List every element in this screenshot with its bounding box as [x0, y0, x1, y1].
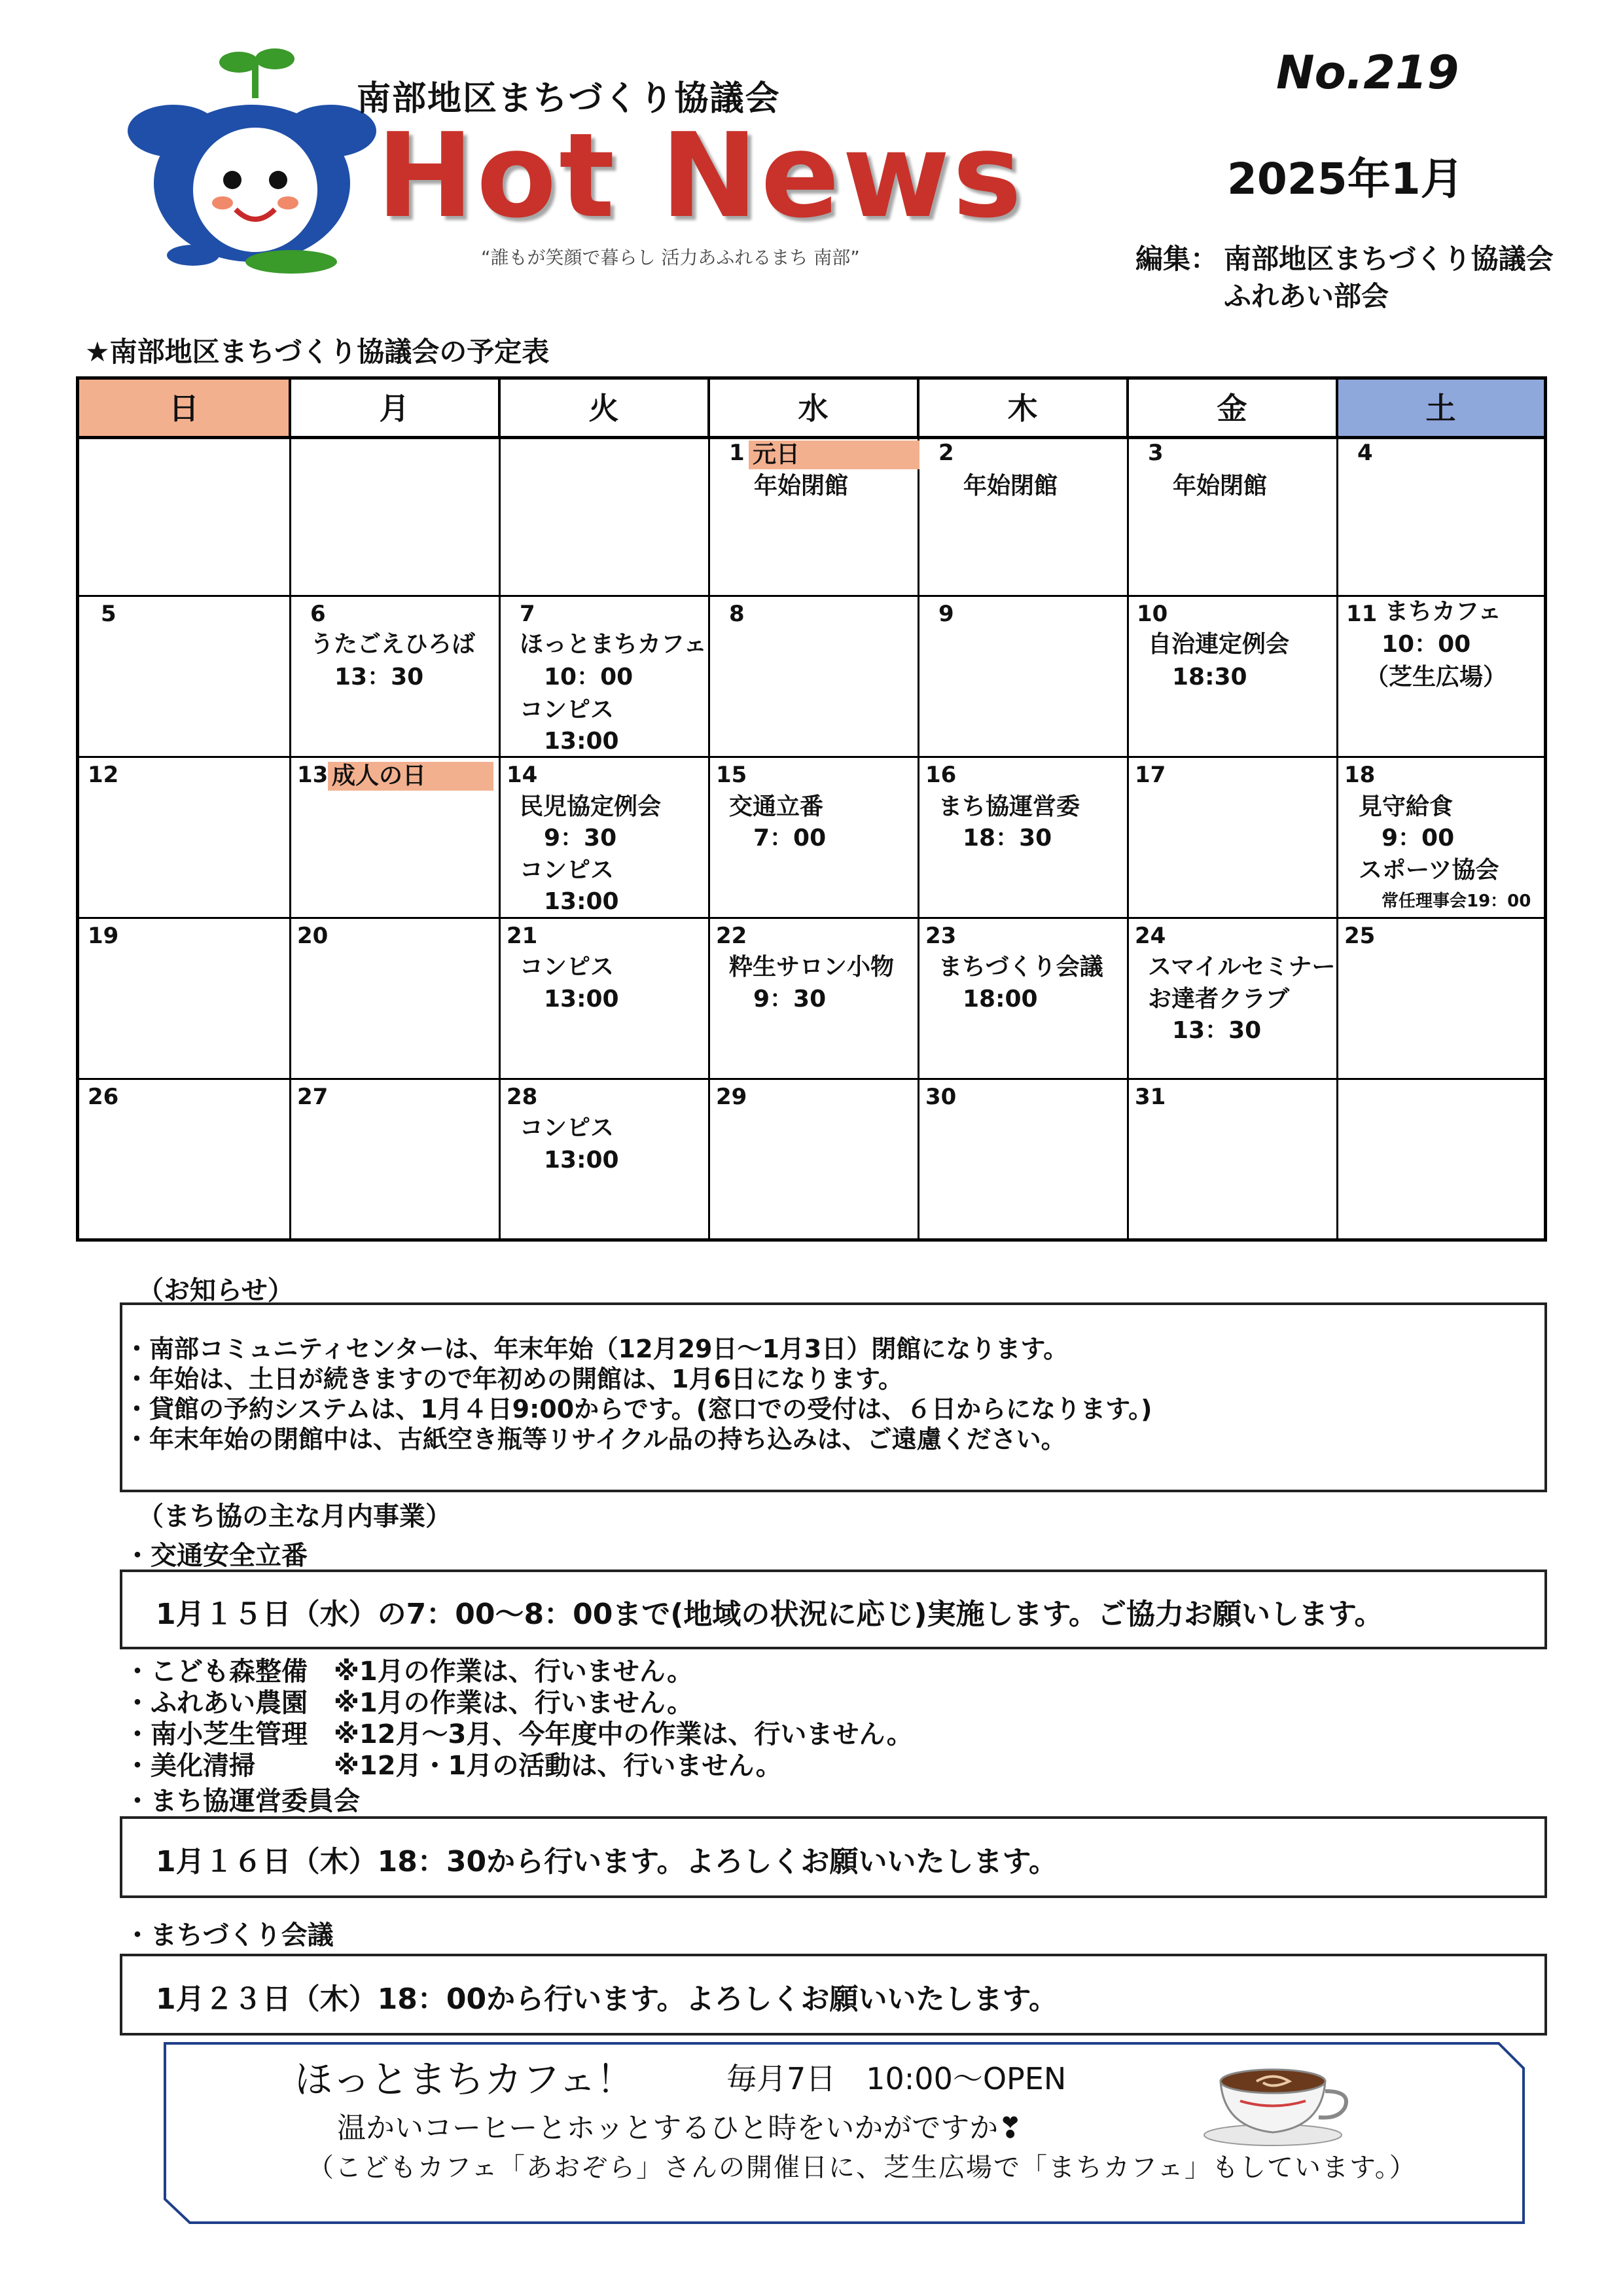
activity-item: ・南小芝生管理 ※12月～3月、今年度中の作業は、行いません。 — [124, 1719, 913, 1749]
event: 9：30 — [753, 986, 827, 1013]
day-number: 23 — [925, 923, 957, 949]
event: うたごえひろば — [310, 631, 476, 658]
event: コンピス — [520, 954, 615, 980]
day-number: 15 — [716, 762, 747, 788]
event: 10：00 — [544, 664, 633, 691]
grid-line — [79, 756, 1544, 758]
editor-label: 編集： — [1135, 243, 1219, 275]
day-number: 19 — [88, 923, 119, 949]
committee-label: ・まち協運営委員会 — [124, 1786, 360, 1816]
monthly-label: （まち協の主な月内事業） — [137, 1501, 452, 1532]
event: 18:00 — [963, 986, 1038, 1013]
grid-line — [1127, 380, 1129, 1238]
event: 見守給食 — [1359, 793, 1454, 820]
cafe-time: 毎月7日 10:00～OPEN — [726, 2061, 1067, 2096]
day-number: 30 — [925, 1084, 957, 1110]
holiday-label: 成人の日 — [328, 762, 493, 791]
event: まちカフェ — [1385, 598, 1502, 625]
event: 18：30 — [963, 825, 1052, 852]
event: 民児協定例会 — [520, 793, 662, 820]
weekday-wed: 水 — [709, 380, 919, 437]
weekday-thu: 木 — [919, 380, 1128, 437]
slogan: “誰もが笑顔で暮らし 活力あふれるまち 南部” — [481, 247, 860, 268]
day-number: 28 — [507, 1084, 538, 1110]
editor-dept: ふれあい部会 — [1224, 280, 1389, 312]
event: 年始閉館 — [754, 473, 849, 499]
event: 常任理事会19：00 — [1382, 891, 1531, 911]
grid-line — [1336, 380, 1338, 1238]
event: コンピス — [520, 696, 615, 723]
calendar — [76, 376, 1547, 1242]
day-number: 2 — [938, 440, 954, 466]
event: スポーツ協会 — [1359, 857, 1499, 884]
notice-item: ・年末年始の閉館中は、古紙空き瓶等リサイクル品の持ち込みは、ご遠慮ください。 — [124, 1425, 1066, 1454]
day-number: 3 — [1148, 440, 1164, 466]
day-number: 22 — [716, 923, 747, 949]
cafe-message: 温かいコーヒーとホッとするひと時をいかがですか❣ — [337, 2111, 1023, 2145]
day-number: 1 — [729, 440, 745, 466]
event: まちづくり会議 — [938, 954, 1103, 980]
notice-item: ・貸館の予約システムは、1月４日9:00からです。(窓口での受付は、６日からになります。) — [124, 1395, 1152, 1424]
day-number: 9 — [938, 601, 954, 627]
meeting-text: 1月２３日（木）18：00から行います。よろしくお願いいたします。 — [156, 1982, 1058, 2016]
event: 7：00 — [753, 825, 827, 852]
event: 粋生サロン小物 — [729, 954, 895, 980]
weekday-fri: 金 — [1128, 380, 1338, 437]
event: お達者クラブ — [1148, 986, 1290, 1013]
issue-number: No.219 — [1276, 46, 1459, 99]
day-number: 13 — [297, 762, 329, 788]
day-number: 21 — [507, 923, 538, 949]
event: 9：30 — [544, 825, 617, 852]
day-number: 17 — [1135, 762, 1166, 788]
grid-line — [79, 917, 1544, 919]
weekday-sat: 土 — [1338, 380, 1544, 437]
event: （芝生広場） — [1365, 664, 1507, 691]
notice-item: ・南部コミュニティセンターは、年末年始（12月29日～1月3日）閉館になります。 — [124, 1335, 1069, 1363]
day-number: 24 — [1135, 923, 1166, 949]
grid-line — [79, 595, 1544, 597]
event: 10：00 — [1382, 631, 1471, 658]
event: コンピス — [520, 857, 615, 884]
day-number: 25 — [1344, 923, 1376, 949]
day-number: 12 — [88, 762, 119, 788]
grid-line — [79, 1078, 1544, 1080]
notices-label: （お知らせ） — [137, 1276, 294, 1306]
cafe-note: （こどもカフェ「あおぞら」さんの開催日に、芝生広場で「まちカフェ」もしています。） — [308, 2153, 1417, 2183]
event: 13：30 — [334, 664, 424, 691]
weekday-mon: 月 — [291, 380, 500, 437]
day-number: 6 — [310, 601, 326, 627]
event: スマイルセミナー — [1148, 954, 1336, 980]
mascot-logo-icon — [115, 39, 389, 281]
day-number: 16 — [925, 762, 957, 788]
weekday-sun: 日 — [79, 380, 291, 437]
event: まち協運営委 — [938, 793, 1080, 820]
coffee-cup-icon — [1198, 2062, 1361, 2147]
day-number: 29 — [716, 1084, 747, 1110]
day-number: 11 — [1346, 601, 1378, 627]
event: 13:00 — [544, 986, 619, 1013]
event: 18:30 — [1172, 664, 1247, 691]
day-number: 4 — [1357, 440, 1373, 466]
newsletter-title: Hot News — [376, 108, 1025, 243]
event: 13：30 — [1172, 1017, 1262, 1044]
committee-text: 1月１６日（木）18：30から行います。よろしくお願いいたします。 — [156, 1845, 1058, 1878]
holiday-label: 元日 — [749, 440, 919, 469]
header-divider — [79, 436, 1544, 439]
day-number: 18 — [1344, 762, 1376, 788]
event: 年始閉館 — [963, 473, 1058, 499]
event: 年始閉館 — [1173, 473, 1268, 499]
org-name: 南部地区まちづくり協議会 — [357, 79, 781, 118]
weekday-tue: 火 — [500, 380, 709, 437]
day-number: 14 — [507, 762, 538, 788]
cafe-title: ほっとまちカフェ！ — [294, 2057, 635, 2102]
day-number: 27 — [297, 1084, 329, 1110]
traffic-text: 1月１５日（水）の7：00～8：00まで(地域の状況に応じ)実施します。ご協力お願いします。 — [156, 1598, 1383, 1631]
day-number: 8 — [729, 601, 745, 627]
event: 交通立番 — [729, 793, 824, 820]
event: ほっとまちカフェ — [520, 631, 707, 658]
activity-item: ・ふれあい農園 ※1月の作業は、行いません。 — [124, 1688, 694, 1718]
grid-line — [708, 380, 710, 1238]
day-number: 20 — [297, 923, 329, 949]
day-number: 31 — [1135, 1084, 1166, 1110]
issue-date: 2025年1月 — [1227, 154, 1464, 204]
event: 13:00 — [544, 888, 619, 915]
notice-item: ・年始は、土日が続きますので年初めの開館は、1月6日になります。 — [124, 1365, 903, 1393]
activity-item: ・こども森整備 ※1月の作業は、行いません。 — [124, 1657, 694, 1687]
day-number: 7 — [520, 601, 535, 627]
event: 9：00 — [1382, 825, 1455, 852]
event: 13:00 — [544, 1147, 619, 1174]
editor-org: 南部地区まちづくり協議会 — [1224, 243, 1554, 275]
schedule-title: ★南部地区まちづくり協議会の予定表 — [85, 336, 550, 368]
day-number: 5 — [101, 601, 116, 627]
traffic-label: ・交通安全立番 — [124, 1541, 308, 1571]
event: 自治連定例会 — [1148, 631, 1290, 658]
activity-item: ・美化清掃 ※12月・1月の活動は、行いません。 — [124, 1751, 782, 1781]
grid-line — [918, 380, 919, 1238]
grid-line — [289, 380, 291, 1238]
day-number: 10 — [1137, 601, 1168, 627]
grid-line — [499, 380, 501, 1238]
meeting-label: ・まちづくり会議 — [124, 1920, 334, 1950]
event: コンピス — [520, 1115, 615, 1141]
day-number: 26 — [88, 1084, 119, 1110]
event: 13:00 — [544, 728, 619, 755]
